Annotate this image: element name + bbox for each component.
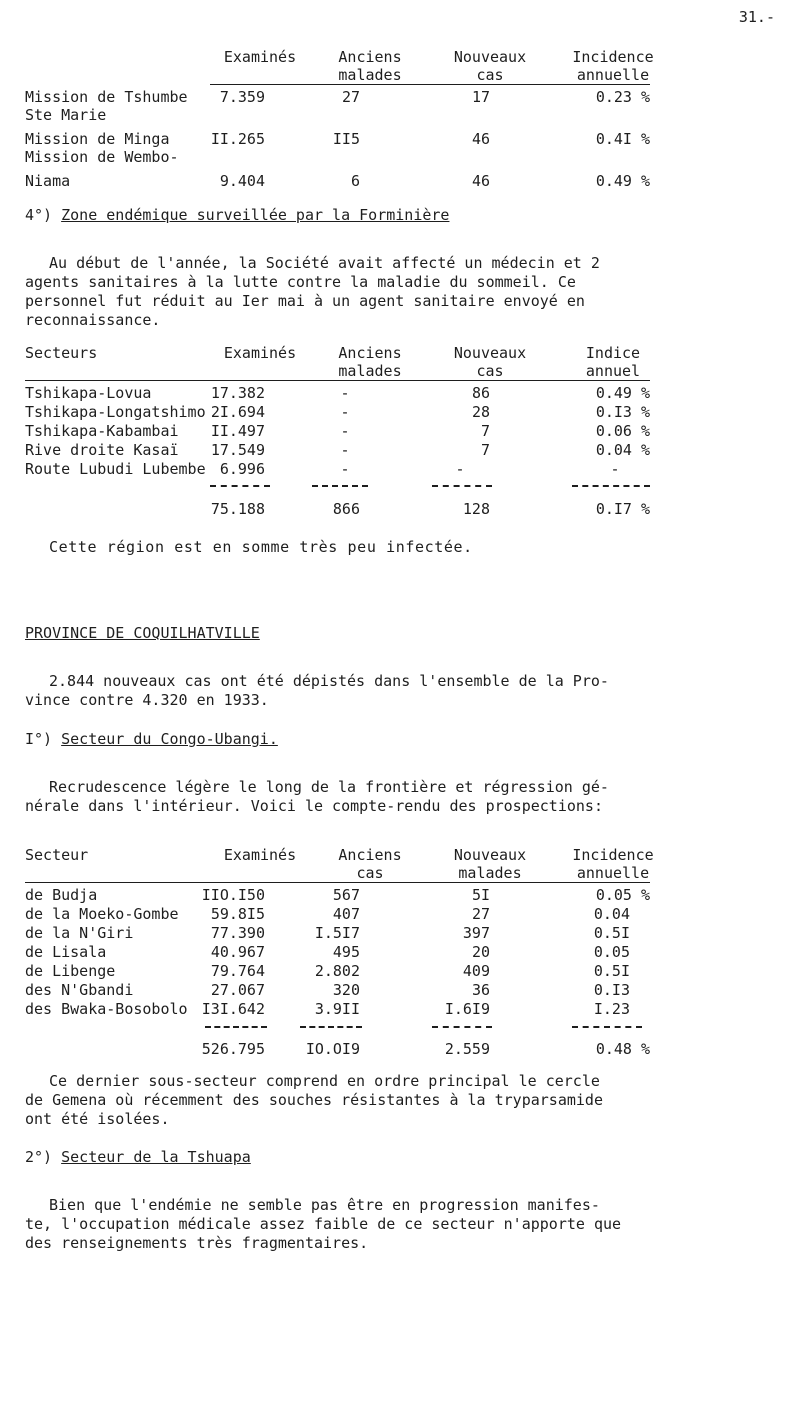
- table-total: 0.I7 %: [595, 500, 650, 518]
- text-line: personnel fut réduit au Ier mai à un agent sanitaire envoyé en: [25, 292, 585, 310]
- table-cell: 28: [471, 403, 490, 421]
- table-cell: 0.06 %: [595, 422, 650, 440]
- col-header-examines: Examinés: [223, 344, 297, 362]
- table-row-label: de Lisala: [25, 943, 107, 961]
- table-row-label: Mission de Minga: [25, 130, 170, 148]
- col-header-anciens-2: cas: [356, 864, 384, 882]
- table-cell: 17.549: [210, 441, 265, 459]
- table-cell: 0.05: [593, 943, 630, 961]
- table-cell: 0.04 %: [595, 441, 650, 459]
- table-cell: 86: [471, 384, 490, 402]
- table-row-label: Tshikapa-Lovua: [25, 384, 152, 402]
- table-cell: 20: [471, 943, 490, 961]
- col-header-nouveaux: Nouveaux: [453, 846, 527, 864]
- table-row-label: Rive droite Kasaï: [25, 441, 179, 459]
- text-line: Ce dernier sous-secteur comprend en ordre principal le cercle: [49, 1072, 600, 1090]
- table-cell: 320: [332, 981, 360, 999]
- table-row-label: Ste Marie: [25, 106, 107, 124]
- text-line: Bien que l'endémie ne semble pas être en progression manifes-: [49, 1196, 600, 1214]
- table-cell: I.23: [593, 1000, 630, 1018]
- text-line: des renseignements très fragmentaires.: [25, 1234, 369, 1252]
- section-number: 4°): [25, 206, 53, 224]
- conclusion-sentence: Cette région est en somme très peu infectée.: [49, 538, 473, 556]
- table-total: 0.48 %: [595, 1040, 650, 1058]
- col-header-nouveaux-2: cas: [476, 362, 504, 380]
- page-number: 31.-: [738, 8, 775, 26]
- table-cell: 3.9II: [314, 1000, 360, 1018]
- table-row-label: Mission de Tshumbe: [25, 88, 188, 106]
- col-header-secteur: Secteur: [25, 846, 89, 864]
- col-header-nouveaux-2: cas: [476, 66, 504, 84]
- table-cell: 9.404: [219, 172, 265, 190]
- col-header-examines: Examinés: [223, 48, 297, 66]
- header-rule: [210, 84, 650, 85]
- table-cell: 0.05 %: [595, 886, 650, 904]
- col-header-examines: Examinés: [223, 846, 297, 864]
- table-row-label: Tshikapa-Longatshimo: [25, 403, 206, 421]
- table-row-label: des Bwaka-Bosobolo: [25, 1000, 188, 1018]
- table-cell: II.265: [210, 130, 265, 148]
- header-rule: [25, 882, 650, 883]
- table-cell: 0.49 %: [595, 172, 650, 190]
- table-cell: 0.04: [593, 905, 630, 923]
- table-cell: 7.359: [219, 88, 265, 106]
- text-line: Recrudescence légère le long de la frontière et régression gé-: [49, 778, 609, 796]
- col-header-incidence: Incidence: [572, 846, 654, 864]
- table-cell: 0.I3: [593, 981, 630, 999]
- table-total: 526.795: [201, 1040, 265, 1058]
- table-cell: 46: [471, 130, 490, 148]
- text-line: Au début de l'année, la Société avait affecté un médecin et 2: [49, 254, 600, 272]
- table-total: 128: [462, 500, 490, 518]
- col-header-indice-2: annuel: [585, 362, 641, 380]
- table-cell: II5: [332, 130, 360, 148]
- col-header-anciens-2: malades: [338, 362, 402, 380]
- col-header-anciens: Anciens: [338, 846, 402, 864]
- table-cell: 0.4I %: [595, 130, 650, 148]
- table-cell: -: [340, 384, 350, 402]
- table-cell: 5I: [471, 886, 490, 904]
- table-cell: II.497: [210, 422, 265, 440]
- total-dash: [432, 485, 492, 487]
- col-header-secteurs: Secteurs: [25, 344, 98, 362]
- table-cell: 7: [480, 422, 490, 440]
- table-cell: 36: [471, 981, 490, 999]
- text-line: agents sanitaires à la lutte contre la maladie du sommeil. Ce: [25, 273, 576, 291]
- table-cell: 2.802: [314, 962, 360, 980]
- paragraph-province: [25, 672, 609, 710]
- col-header-nouveaux-2: malades: [458, 864, 522, 882]
- table-cell: -: [340, 460, 350, 478]
- table-cell: 40.967: [210, 943, 265, 961]
- table-cell: I.6I9: [444, 1000, 490, 1018]
- table-cell: IIO.I50: [201, 886, 265, 904]
- section-title: Secteur du Congo-Ubangi.: [61, 730, 278, 748]
- table-row-label: de Budja: [25, 886, 98, 904]
- col-header-anciens: Anciens: [338, 48, 402, 66]
- col-header-anciens: Anciens: [338, 344, 402, 362]
- table-cell: 27.067: [210, 981, 265, 999]
- table-cell: -: [455, 460, 465, 478]
- table-cell: 0.23 %: [595, 88, 650, 106]
- total-dash: [300, 1026, 362, 1028]
- table-cell: 77.390: [210, 924, 265, 942]
- section-4-heading: [25, 206, 449, 225]
- table-cell: -: [340, 422, 350, 440]
- table-cell: 407: [332, 905, 360, 923]
- text-line: reconnaissance.: [25, 311, 161, 329]
- total-dash: [312, 485, 368, 487]
- total-dash: [572, 485, 650, 487]
- table-cell: -: [610, 460, 620, 478]
- total-dash: [572, 1026, 642, 1028]
- paragraph-gemena: [25, 1072, 603, 1129]
- table-row-label: de la Moeko-Gombe: [25, 905, 179, 923]
- table-cell: 27: [341, 88, 360, 106]
- section-title: Secteur de la Tshuapa: [61, 1148, 251, 1166]
- section-2-heading: [25, 1148, 251, 1167]
- table-total: 2.559: [444, 1040, 490, 1058]
- table-cell: 6.996: [219, 460, 265, 478]
- table-cell: 495: [332, 943, 360, 961]
- table-cell: 409: [462, 962, 490, 980]
- total-dash: [205, 1026, 267, 1028]
- col-header-incidence-2: annuelle: [576, 66, 650, 84]
- text-line: te, l'occupation médicale assez faible de ce secteur n'apporte que: [25, 1215, 622, 1233]
- paragraph-congo-ubangi: [25, 778, 609, 816]
- table-row-label: Tshikapa-Kabambai: [25, 422, 179, 440]
- table-cell: 0.I3 %: [595, 403, 650, 421]
- paragraph-forminiere: [25, 254, 600, 330]
- table-total: 75.188: [210, 500, 265, 518]
- table-cell: 0.49 %: [595, 384, 650, 402]
- col-header-indice: Indice: [585, 344, 641, 362]
- table-row-label: de Libenge: [25, 962, 116, 980]
- table-cell: 79.764: [210, 962, 265, 980]
- table-row-label: Niama: [25, 172, 71, 190]
- header-rule: [25, 380, 650, 381]
- text-line: de Gemena où récemment des souches résistantes à la tryparsamide: [25, 1091, 603, 1109]
- table-row-label: Mission de Wembo-: [25, 148, 179, 166]
- col-header-incidence-2: annuelle: [576, 864, 650, 882]
- table-cell: 17: [471, 88, 490, 106]
- table-cell: 7: [480, 441, 490, 459]
- table-total: 866: [332, 500, 360, 518]
- table-row-label: des N'Gbandi: [25, 981, 134, 999]
- col-header-nouveaux: Nouveaux: [453, 344, 527, 362]
- section-number: I°): [25, 730, 53, 748]
- table-cell: 2I.694: [210, 403, 265, 421]
- section-title: Zone endémique surveillée par la Forminière: [61, 206, 450, 224]
- text-line: nérale dans l'intérieur. Voici le compte-rendu des prospections:: [25, 797, 603, 815]
- text-line: ont été isolées.: [25, 1110, 170, 1128]
- col-header-incidence: Incidence: [572, 48, 654, 66]
- total-dash: [210, 485, 270, 487]
- section-number: 2°): [25, 1148, 53, 1166]
- table-cell: 0.5I: [593, 962, 630, 980]
- col-header-nouveaux: Nouveaux: [453, 48, 527, 66]
- table-cell: -: [340, 403, 350, 421]
- col-header-anciens-2: malades: [338, 66, 402, 84]
- table-cell: 567: [332, 886, 360, 904]
- total-dash: [432, 1026, 492, 1028]
- province-title: PROVINCE DE COQUILHATVILLE: [25, 624, 260, 642]
- paragraph-tshuapa: [25, 1196, 621, 1253]
- table-cell: I3I.642: [201, 1000, 265, 1018]
- table-total: IO.OI9: [305, 1040, 360, 1058]
- table-cell: I.5I7: [314, 924, 360, 942]
- table-cell: 6: [350, 172, 360, 190]
- table-cell: 59.8I5: [210, 905, 265, 923]
- table-cell: -: [340, 441, 350, 459]
- table-cell: 17.382: [210, 384, 265, 402]
- table-row-label: de la N'Giri: [25, 924, 134, 942]
- table-row-label: Route Lubudi Lubembe: [25, 460, 206, 478]
- section-1-heading: [25, 730, 278, 749]
- table-cell: 397: [462, 924, 490, 942]
- table-cell: 46: [471, 172, 490, 190]
- text-line: 2.844 nouveaux cas ont été dépistés dans l'ensemble de la Pro-: [49, 672, 609, 690]
- text-line: vince contre 4.320 en 1933.: [25, 691, 269, 709]
- table-cell: 27: [471, 905, 490, 923]
- table-cell: 0.5I: [593, 924, 630, 942]
